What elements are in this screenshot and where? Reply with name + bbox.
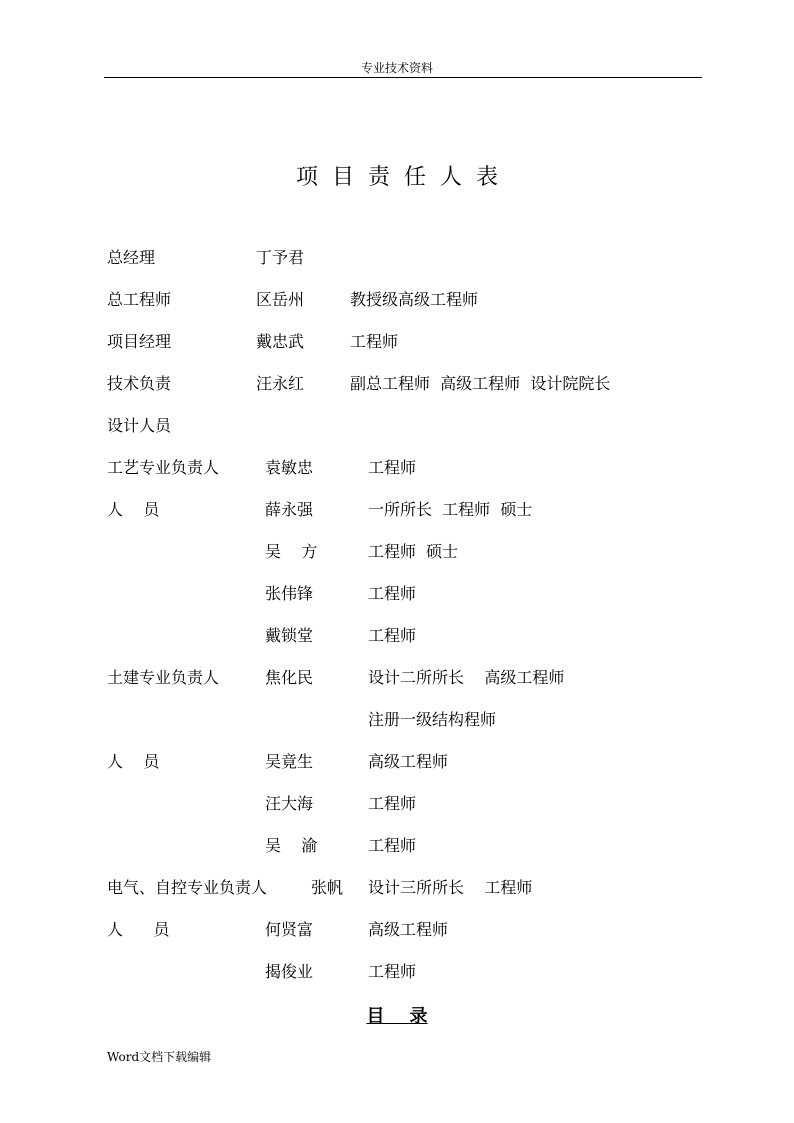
person-name: 何贤富	[265, 920, 314, 939]
person-name: 区岳州	[256, 290, 305, 309]
person-name: 吴 渝	[265, 836, 318, 855]
person-name: 戴忠武	[256, 332, 305, 351]
header-divider	[104, 77, 702, 78]
role-label: 电气、自控专业负责人	[107, 878, 268, 897]
page-title: 项目责任人表	[295, 165, 512, 190]
person-title: 工程师	[368, 794, 417, 813]
person-name: 吴 方	[265, 542, 318, 561]
toc-heading	[0, 1005, 794, 1029]
person-title: 高级工程师	[368, 920, 449, 939]
person-title: 副总工程师 高级工程师 设计院院长	[350, 374, 611, 393]
person-title: 一所所长 工程师 硕士	[368, 500, 533, 519]
role-label: 人 员	[107, 920, 170, 939]
role-label: 人 员	[107, 752, 160, 771]
person-title: 工程师	[368, 962, 417, 981]
role-label: 土建专业负责人	[107, 668, 220, 687]
person-title: 工程师	[368, 458, 417, 477]
person-title: 工程师	[368, 836, 417, 855]
person-title: 注册一级结构程师	[368, 710, 497, 729]
person-name: 汪大海	[265, 794, 314, 813]
page-header: 专业技术资料	[360, 61, 433, 75]
role-label: 项目经理	[107, 332, 172, 351]
role-label: 总经理	[107, 248, 156, 267]
person-title: 设计二所所长 高级工程师	[368, 668, 565, 687]
person-title: 工程师 硕士	[368, 542, 459, 561]
role-label: 设计人员	[107, 416, 172, 435]
person-name: 丁予君	[256, 248, 305, 267]
page-footer: Word文档下载编辑	[107, 1050, 212, 1064]
role-label: 技术负责	[107, 374, 172, 393]
person-name: 张帆	[311, 878, 344, 897]
person-title: 教授级高级工程师	[350, 290, 479, 309]
role-label: 总工程师	[107, 290, 172, 309]
person-title: 工程师	[368, 584, 417, 603]
role-label: 人 员	[107, 500, 160, 519]
person-name: 汪永红	[256, 374, 305, 393]
person-name: 焦化民	[265, 668, 314, 687]
person-name: 戴锁堂	[265, 626, 314, 645]
person-title: 工程师	[350, 332, 399, 351]
person-title: 设计三所所长 工程师	[368, 878, 533, 897]
person-name: 袁敏忠	[265, 458, 314, 477]
person-name: 薛永强	[265, 500, 314, 519]
person-title: 工程师	[368, 626, 417, 645]
toc-heading-text: 目 录	[366, 1006, 428, 1027]
person-name: 揭俊业	[265, 962, 314, 981]
person-title: 高级工程师	[368, 752, 449, 771]
role-label: 工艺专业负责人	[107, 458, 220, 477]
person-name: 吴竟生	[265, 752, 314, 771]
person-name: 张伟锋	[265, 584, 314, 603]
